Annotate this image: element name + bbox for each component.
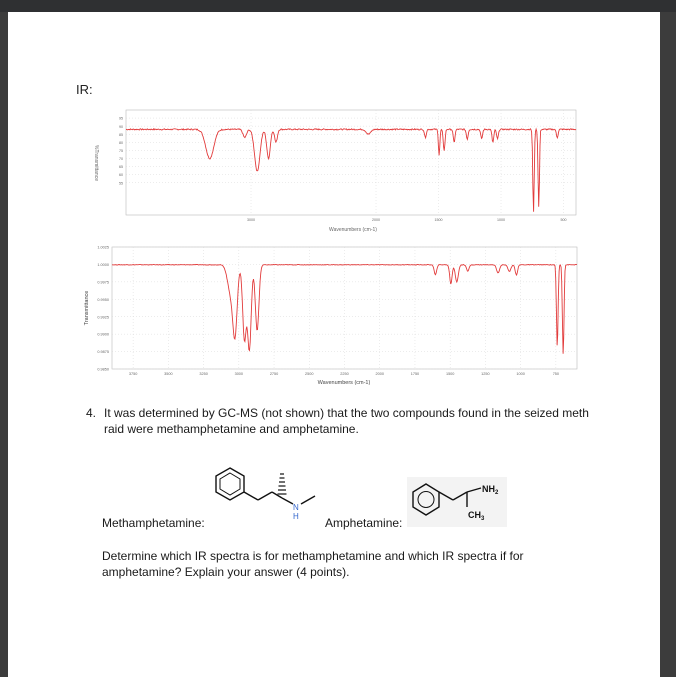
ch3-label: $CH_3$ bbox=[468, 510, 485, 522]
y-tick-label: 65 bbox=[119, 165, 123, 170]
x-tick-label: 3750 bbox=[128, 372, 138, 376]
ir-spectrum-2 bbox=[80, 240, 585, 390]
y-tick-label: 1.0025 bbox=[97, 245, 109, 250]
benzene-inner bbox=[220, 473, 240, 495]
y-tick-label: 85 bbox=[119, 132, 123, 137]
amphetamine-label: Amphetamine: bbox=[325, 516, 403, 530]
question-4 bbox=[86, 405, 596, 437]
amine-n-label: N bbox=[293, 503, 299, 512]
viewer-top-bar bbox=[0, 0, 676, 12]
x-tick-label: 1250 bbox=[481, 372, 490, 376]
methamphetamine-label: Methamphetamine: bbox=[102, 516, 205, 530]
ir-heading: IR: bbox=[76, 82, 93, 97]
y-tick-label: 60 bbox=[119, 173, 123, 178]
y-tick-label: 75 bbox=[119, 148, 123, 153]
question-text: It was determined by GC-MS (not shown) that the two compounds found in the seized meth raid were methamphetamine and amphetamine. bbox=[104, 406, 589, 436]
y-tick-label: 95 bbox=[119, 116, 123, 121]
answer-prompt: Determine which IR spectra is for methamphetamine and which IR spectra if for amphetamine? Explain your answer (4 points). bbox=[102, 549, 524, 579]
x-tick-label: 1000 bbox=[516, 372, 525, 376]
y-tick-label: 0.9975 bbox=[97, 280, 109, 285]
nh2-label: $NH_2$ bbox=[482, 484, 499, 496]
y-tick-label: 1.0000 bbox=[97, 263, 109, 268]
x-tick-label: 2250 bbox=[340, 372, 349, 376]
x-tick-label: 3250 bbox=[199, 372, 208, 376]
x-tick-label: 2750 bbox=[269, 372, 279, 376]
y-tick-label: 0.9950 bbox=[97, 297, 109, 302]
x-tick-label: 1500 bbox=[434, 218, 443, 222]
x-tick-label: 750 bbox=[552, 372, 560, 376]
x-tick-label: 1750 bbox=[410, 372, 420, 376]
y-tick-label: 0.9875 bbox=[97, 350, 109, 355]
amine-h-label: H bbox=[293, 512, 299, 521]
x-tick-label: 3000 bbox=[247, 218, 255, 222]
y-tick-label: 55 bbox=[119, 181, 123, 186]
bond bbox=[282, 498, 293, 504]
y-axis-label: %Transmittance bbox=[93, 145, 99, 181]
y-tick-label: 80 bbox=[119, 140, 123, 145]
ir-spectrum-1 bbox=[88, 105, 583, 235]
y-tick-label: 0.9925 bbox=[97, 315, 109, 320]
bond bbox=[258, 492, 272, 500]
hashed-wedge-bond bbox=[278, 474, 287, 494]
y-tick-label: 90 bbox=[119, 124, 123, 129]
bond bbox=[301, 496, 315, 504]
y-axis-label: Transmittance bbox=[84, 290, 90, 326]
x-tick-label: 1500 bbox=[445, 372, 455, 376]
x-axis-label: Wavenumbers (cm-1) bbox=[317, 380, 371, 386]
plot-frame bbox=[126, 110, 576, 215]
x-tick-label: 500 bbox=[560, 218, 567, 222]
bond bbox=[244, 492, 258, 500]
y-tick-label: 0.9850 bbox=[97, 367, 109, 372]
bond bbox=[272, 492, 282, 498]
methamphetamine-structure bbox=[205, 460, 330, 522]
y-tick-label: 0.9900 bbox=[97, 332, 109, 337]
y-tick-label: 70 bbox=[119, 157, 123, 162]
x-tick-label: 3000 bbox=[234, 372, 244, 376]
x-tick-label: 2000 bbox=[372, 218, 380, 222]
x-tick-label: 3500 bbox=[164, 372, 173, 376]
x-tick-label: 2500 bbox=[305, 372, 314, 376]
x-tick-label: 2000 bbox=[375, 372, 384, 376]
amphetamine-structure bbox=[407, 477, 507, 527]
x-axis-label: Wavenumbers (cm-1) bbox=[329, 227, 377, 233]
x-tick-label: 1000 bbox=[497, 218, 505, 222]
question-number: 4. bbox=[86, 406, 97, 420]
